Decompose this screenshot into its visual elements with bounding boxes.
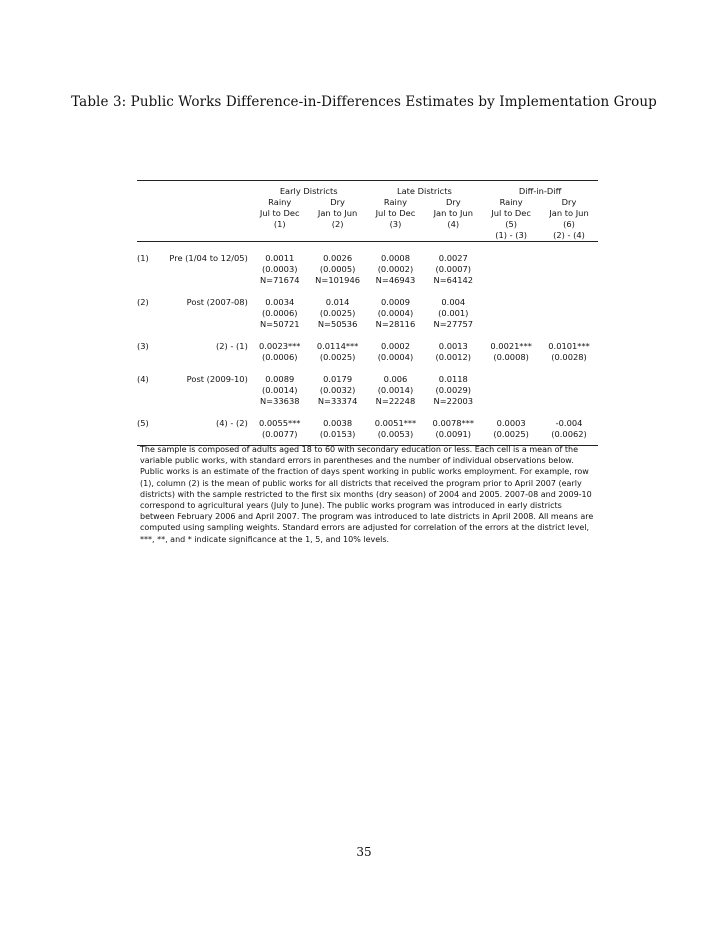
header-empty-cell	[137, 197, 159, 208]
estimate-cell: 0.0009	[380, 297, 410, 307]
row-number: (1)	[137, 253, 149, 263]
header-cell: Rainy	[383, 197, 408, 207]
row-empty-cell	[159, 275, 251, 286]
estimate-cell: 0.0089	[265, 374, 295, 384]
spacer-row	[137, 407, 598, 418]
header-empty-cell	[137, 186, 159, 197]
row-label: Post (2009-10)	[186, 374, 248, 384]
spacer-cell	[137, 363, 598, 374]
header-cell: Jul to Dec	[375, 208, 416, 218]
header-empty-cell	[159, 208, 251, 219]
std-error-cell: (0.0062)	[551, 429, 587, 439]
obs-count-cell	[540, 396, 598, 407]
header-empty-cell	[159, 230, 251, 242]
std-error-cell: (0.0029)	[435, 385, 472, 395]
table-row	[137, 308, 598, 319]
row-label: (2) - (1)	[216, 341, 248, 351]
estimate-cell: 0.006	[383, 374, 408, 384]
obs-count-cell: N=50721	[259, 319, 300, 329]
row-empty-cell	[137, 385, 159, 396]
obs-count-cell: N=33374	[317, 396, 358, 406]
header-empty-cell	[159, 197, 251, 208]
row-empty-cell	[159, 385, 251, 396]
spacer-row	[137, 363, 598, 374]
estimate-cell: 0.0055***	[258, 418, 301, 428]
obs-count-cell: N=27757	[433, 319, 474, 329]
header-cell: Jan to Jun	[433, 208, 473, 218]
estimate-cell	[540, 297, 598, 308]
header-cell: (1)	[273, 219, 286, 229]
table-row	[137, 275, 598, 286]
row-empty-cell	[159, 429, 251, 440]
std-error-cell: (0.0003)	[261, 264, 298, 274]
std-error-cell	[482, 385, 540, 396]
obs-count-cell: N=101946	[315, 275, 361, 285]
header-cell: (2)	[331, 219, 344, 229]
estimate-cell	[540, 253, 598, 264]
table-title: Table 3: Public Works Difference-in-Differences Estimates by Implementation Group	[71, 94, 657, 110]
row-empty-cell	[137, 275, 159, 286]
obs-count-cell	[540, 319, 598, 330]
obs-count-cell	[482, 396, 540, 407]
std-error-cell: (0.0005)	[319, 264, 356, 274]
estimate-cell: 0.0078***	[432, 418, 475, 428]
std-error-cell	[482, 308, 540, 319]
spacer-row	[137, 330, 598, 341]
estimate-cell: 0.0179	[323, 374, 353, 384]
spacer-row	[137, 242, 598, 254]
estimate-cell: 0.0013	[438, 341, 468, 351]
estimate-cell: 0.0023***	[258, 341, 301, 351]
row-empty-cell	[137, 396, 159, 407]
obs-count-cell: N=33638	[259, 396, 300, 406]
std-error-cell: (0.0004)	[377, 308, 414, 318]
std-error-cell	[482, 264, 540, 275]
header-empty-cell	[159, 186, 251, 197]
row-empty-cell	[137, 352, 159, 363]
row-empty-cell	[137, 429, 159, 440]
estimate-cell: 0.0101***	[548, 341, 590, 351]
header-cell	[251, 230, 309, 242]
std-error-cell: (0.0028)	[551, 352, 587, 362]
std-error-cell: (0.0153)	[319, 429, 356, 439]
header-empty-cell	[159, 219, 251, 230]
table-row	[137, 352, 598, 363]
header-group-did: Diff-in-Diff	[518, 186, 562, 196]
std-error-cell: (0.0091)	[435, 429, 472, 439]
std-error-cell: (0.0002)	[377, 264, 414, 274]
row-empty-cell	[159, 396, 251, 407]
header-group-late: Late Districts	[396, 186, 452, 196]
table-row	[137, 396, 598, 407]
estimate-cell: 0.0021***	[490, 341, 532, 351]
header-period-row	[137, 208, 598, 219]
obs-count-cell	[482, 319, 540, 330]
obs-count-cell: N=71674	[259, 275, 300, 285]
estimate-cell: 0.0008	[380, 253, 410, 263]
table-row	[137, 429, 598, 440]
spacer-cell	[137, 286, 598, 297]
header-cell: Jul to Dec	[491, 208, 531, 218]
std-error-cell	[540, 308, 598, 319]
header-empty-cell	[137, 208, 159, 219]
header-cell: Rainy	[268, 197, 292, 207]
row-label: Post (2007-08)	[186, 297, 248, 307]
header-cell: Rainy	[499, 197, 523, 207]
estimate-cell: 0.0034	[265, 297, 295, 307]
table-note: The sample is composed of adults aged 18 to 60 with secondary education or less. Each cell is a mean of the variable public works, with standard errors in parentheses and the number of individual observations below. Public works is an estimate of the fraction of days spent working in public works employment. For example, row (1), column (2) is the mean of public works for all districts that received the program prior to April 2007 (early districts) with the sample restricted to the first six months (dry season) of 2004 and 2005. 2007-08 and 2009-10 correspond to agricultural years (July to June). The public works program was introduced in early districts between February 2006 and April 2007. The program was introduced to late districts in April 2008. All means are computed using sampling weights. Standard errors are adjusted for correlation of the errors at the district level, ***, **, and * indicate significance at the 1, 5, and 10% levels.	[140, 445, 594, 544]
obs-count-cell: N=50536	[317, 319, 358, 329]
std-error-cell: (0.0007)	[435, 264, 472, 274]
std-error-cell: (0.0004)	[377, 352, 414, 362]
header-cell: (4)	[447, 219, 460, 229]
header-group-early: Early Districts	[279, 186, 338, 196]
header-season-row	[137, 197, 598, 208]
header-group-row	[137, 186, 598, 197]
row-empty-cell	[137, 319, 159, 330]
table-row	[137, 253, 598, 264]
std-error-cell: (0.0032)	[319, 385, 356, 395]
row-empty-cell	[137, 308, 159, 319]
std-error-cell: (0.0025)	[493, 429, 529, 439]
header-cell	[424, 230, 482, 242]
header-cell: (3)	[389, 219, 402, 229]
estimate-cell: -0.004	[555, 418, 583, 428]
std-error-cell	[540, 385, 598, 396]
table-row	[137, 418, 598, 429]
header-cell: (6)	[563, 219, 575, 229]
std-error-cell: (0.0025)	[319, 352, 356, 362]
std-error-cell: (0.0077)	[261, 429, 298, 439]
header-cell: Jan to Jun	[549, 208, 589, 218]
table-row	[137, 385, 598, 396]
row-empty-cell	[159, 264, 251, 275]
obs-count-cell	[482, 275, 540, 286]
obs-count-cell: N=22248	[375, 396, 416, 406]
estimate-cell	[482, 374, 540, 385]
header-cell: Jul to Dec	[259, 208, 300, 218]
estimates-table-wrapper	[137, 180, 598, 446]
header-cell: (2) - (4)	[540, 230, 598, 242]
estimate-cell	[482, 253, 540, 264]
std-error-cell: (0.001)	[438, 308, 469, 318]
spacer-cell	[137, 407, 598, 418]
header-cell: Dry	[561, 197, 577, 207]
estimate-cell	[540, 374, 598, 385]
obs-count-cell: N=64142	[433, 275, 474, 285]
row-number: (3)	[137, 341, 149, 351]
header-cell	[309, 230, 367, 242]
row-empty-cell	[159, 319, 251, 330]
estimate-cell: 0.004	[441, 297, 466, 307]
table-row	[137, 374, 598, 385]
std-error-cell: (0.0053)	[377, 429, 414, 439]
table-row	[137, 319, 598, 330]
header-cell: Dry	[445, 197, 461, 207]
row-label: Pre (1/04 to 12/05)	[169, 253, 248, 263]
std-error-cell	[540, 264, 598, 275]
std-error-cell: (0.0012)	[435, 352, 472, 362]
obs-count-cell: N=46943	[375, 275, 416, 285]
std-error-cell: (0.0025)	[319, 308, 356, 318]
header-cell: Jan to Jun	[317, 208, 358, 218]
header-cell: (1) - (3)	[482, 230, 540, 242]
std-error-cell: (0.0006)	[261, 352, 298, 362]
obs-count-cell	[540, 275, 598, 286]
header-cell: Dry	[330, 197, 345, 207]
spacer-row	[137, 286, 598, 297]
spacer-cell	[137, 242, 598, 254]
estimate-cell: 0.0027	[438, 253, 468, 263]
estimate-cell: 0.0003	[496, 418, 526, 428]
obs-count-cell: N=22003	[433, 396, 474, 406]
row-empty-cell	[159, 308, 251, 319]
estimate-cell: 0.0011	[265, 253, 295, 263]
std-error-cell: (0.0014)	[377, 385, 414, 395]
estimate-cell: 0.0002	[380, 341, 410, 351]
header-cell: (5)	[505, 219, 518, 229]
row-label: (4) - (2)	[216, 418, 248, 428]
estimate-cell: 0.0118	[438, 374, 468, 384]
obs-count-cell: N=28116	[375, 319, 416, 329]
header-empty-cell	[137, 219, 159, 230]
table-row	[137, 264, 598, 275]
std-error-cell: (0.0006)	[261, 308, 298, 318]
header-colnum-row	[137, 219, 598, 230]
estimate-cell: 0.0026	[323, 253, 353, 263]
table-row	[137, 297, 598, 308]
page-number: 35	[356, 845, 372, 859]
row-number: (4)	[137, 374, 149, 384]
estimate-cell: 0.0114***	[316, 341, 359, 351]
row-empty-cell	[159, 352, 251, 363]
spacer-cell	[137, 330, 598, 341]
row-empty-cell	[137, 264, 159, 275]
estimate-cell	[482, 297, 540, 308]
table-row	[137, 341, 598, 352]
row-number: (5)	[137, 418, 149, 428]
std-error-cell: (0.0008)	[493, 352, 529, 362]
std-error-cell: (0.0014)	[261, 385, 298, 395]
row-number: (2)	[137, 297, 149, 307]
header-diff-row	[137, 230, 598, 242]
header-empty-cell	[137, 230, 159, 242]
estimates-table	[137, 180, 598, 446]
estimate-cell: 0.0038	[323, 418, 353, 428]
estimate-cell: 0.014	[325, 297, 350, 307]
estimate-cell: 0.0051***	[374, 418, 417, 428]
header-cell	[367, 230, 425, 242]
